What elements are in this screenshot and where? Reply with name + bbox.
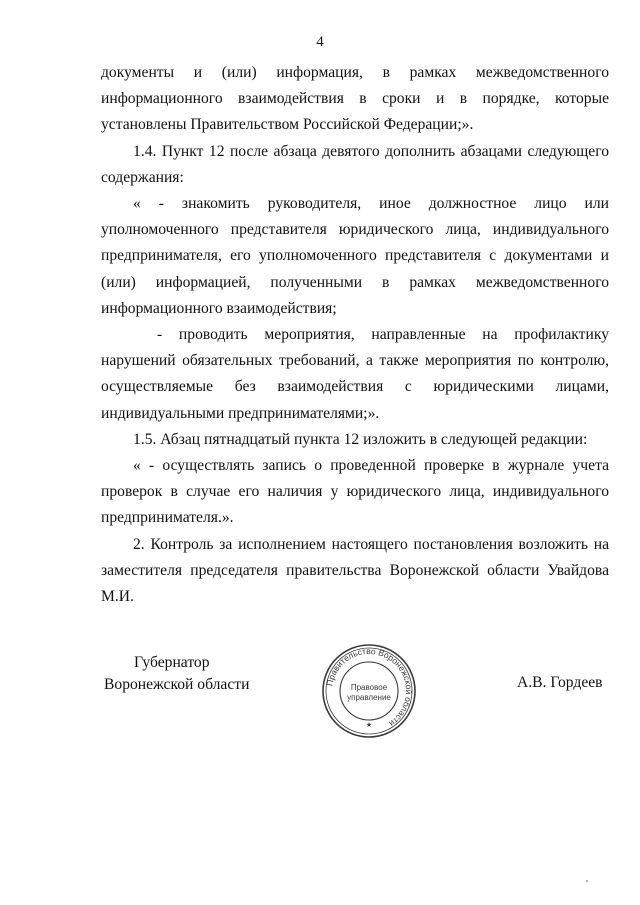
seal-star-icon: ★ [365,721,373,729]
signer-region: Воронежской области [104,676,250,693]
scan-speck [586,880,588,882]
official-seal [321,643,417,739]
paragraph-preventive-measures: - проводить мероприятия, направленные на профилактику нарушений обязательных требований, а также мероприятия по контролю, осуществляемые без взаимодействия с юридическими лицами, индивидуальными предпринимателями;». [101,326,609,422]
document-body [101,60,609,610]
seal-inner-line2: управление [347,693,391,702]
paragraph-item-2-control: 2. Контроль за исполнением настоящего постановления возложить на заместителя председателя правительства Воронежской области Увайдова М.И. [101,535,609,606]
seal-outer-text: Правительство Воронежской области [324,645,415,729]
page-number: 4 [316,34,324,50]
seal-inner-line1: Правовое [350,683,388,692]
paragraph-continuation: документы и (или) информация, в рамках межведомственного информационного взаимодействия в сроки и в порядке, которые установлены Правительством Российской Федерации;». [101,64,609,134]
signer-position: Губернатор [134,654,210,671]
paragraph-inspection-record: « - осуществлять запись о проведенной проверке в журнале учета проверок в случае его наличия у юридического лица, индивидуального предпринимателя.». [101,457,609,527]
paragraph-item-1-5: 1.5. Абзац пятнадцатый пункта 12 изложить в следующей редакции: [133,430,588,448]
signer-name: А.В. Гордеев [517,674,603,691]
paragraph-item-1-4: 1.4. Пункт 12 после абзаца девятого дополнить абзацами следующего содержания: [101,142,609,186]
signer-title [104,652,249,696]
paragraph-familiarize: « - знакомить руководителя, иное должностное лицо или уполномоченного представителя юридического лица, индивидуального предпринимателя, его уполномоченного представителя с документами и (или) информацией, полученными в рамках межведомственного информационного взаимодействия; [101,195,609,317]
